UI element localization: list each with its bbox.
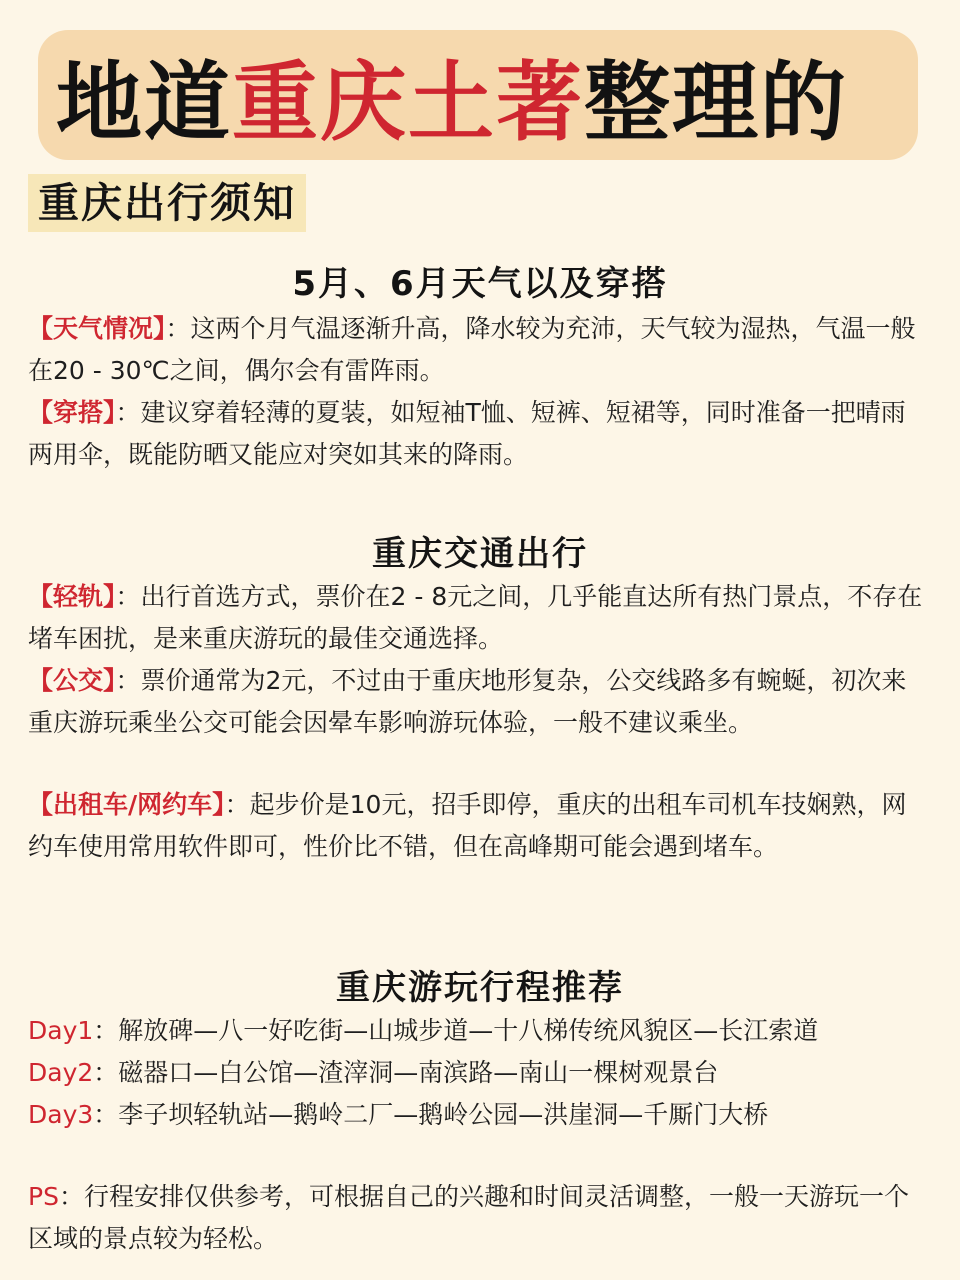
weather-heading: 5月、6月天气以及穿搭 bbox=[292, 264, 668, 304]
outfit-item-tag: 【穿搭】 bbox=[28, 398, 116, 427]
itinerary-heading: 重庆游玩行程推荐 bbox=[336, 968, 624, 1008]
transport-item-tag: 【出租车/网约车】 bbox=[28, 790, 225, 819]
transport-item-tag: 【轻轨】 bbox=[28, 582, 116, 611]
title-prefix: 地道 bbox=[56, 53, 232, 153]
day-label: Day2 bbox=[28, 1058, 94, 1087]
itinerary-day bbox=[28, 1052, 928, 1094]
day-route: ：解放碑—八一好吃街—山城步道—十八梯传统风貌区—长江索道 bbox=[93, 1016, 819, 1045]
transport-heading: 重庆交通出行 bbox=[372, 534, 588, 574]
weather-item-tag: 【天气情况】 bbox=[28, 314, 166, 343]
itinerary-day bbox=[28, 1094, 928, 1136]
outfit-item bbox=[28, 392, 928, 476]
transport-item-bus bbox=[28, 660, 928, 744]
ps-note bbox=[28, 1176, 928, 1260]
ps-label: PS bbox=[28, 1182, 59, 1211]
transport-item-text: ：出行首选方式，票价在2 - 8元之间，几乎能直达所有热门景点，不存在堵车困扰，是来重庆游玩的最佳交通选择。 bbox=[28, 582, 923, 653]
day-route: ：磁器口—白公馆—渣滓洞—南滨路—南山一棵树观景台 bbox=[93, 1058, 719, 1087]
ps-text: ：行程安排仅供参考，可根据自己的兴趣和时间灵活调整，一般一天游玩一个区域的景点较为轻松。 bbox=[28, 1182, 909, 1253]
weather-item-text: ：这两个月气温逐渐升高，降水较为充沛，天气较为湿热，气温一般在20 - 30℃之间，偶尔会有雷阵雨。 bbox=[28, 314, 916, 385]
weather-item bbox=[28, 308, 928, 392]
day-label: Day3 bbox=[28, 1100, 94, 1129]
day-label: Day1 bbox=[28, 1016, 94, 1045]
transport-item-lightrail bbox=[28, 576, 928, 660]
transport-item-tag: 【公交】 bbox=[28, 666, 116, 695]
transport-item-text: ：起步价是10元，招手即停，重庆的出租车司机车技娴熟，网约车使用常用软件即可，性价比不错，但在高峰期可能会遇到堵车。 bbox=[28, 790, 907, 861]
itinerary-day bbox=[28, 1010, 928, 1052]
title-banner bbox=[38, 30, 918, 160]
section-tag: 重庆出行须知 bbox=[28, 174, 306, 232]
transport-item-text: ：票价通常为2元，不过由于重庆地形复杂，公交线路多有蜿蜒，初次来重庆游玩乘坐公交可能会因晕车影响游玩体验，一般不建议乘坐。 bbox=[28, 666, 907, 737]
title-highlight: 重庆土著 bbox=[232, 53, 584, 153]
day-route: ：李子坝轻轨站—鹅岭二厂—鹅岭公园—洪崖洞—千厮门大桥 bbox=[93, 1100, 769, 1129]
outfit-item-text: ：建议穿着轻薄的夏装，如短袖T恤、短裤、短裙等，同时准备一把晴雨两用伞，既能防晒又能应对突如其来的降雨。 bbox=[28, 398, 906, 469]
title-suffix: 整理的 bbox=[584, 53, 848, 153]
transport-item-taxi bbox=[28, 784, 928, 868]
